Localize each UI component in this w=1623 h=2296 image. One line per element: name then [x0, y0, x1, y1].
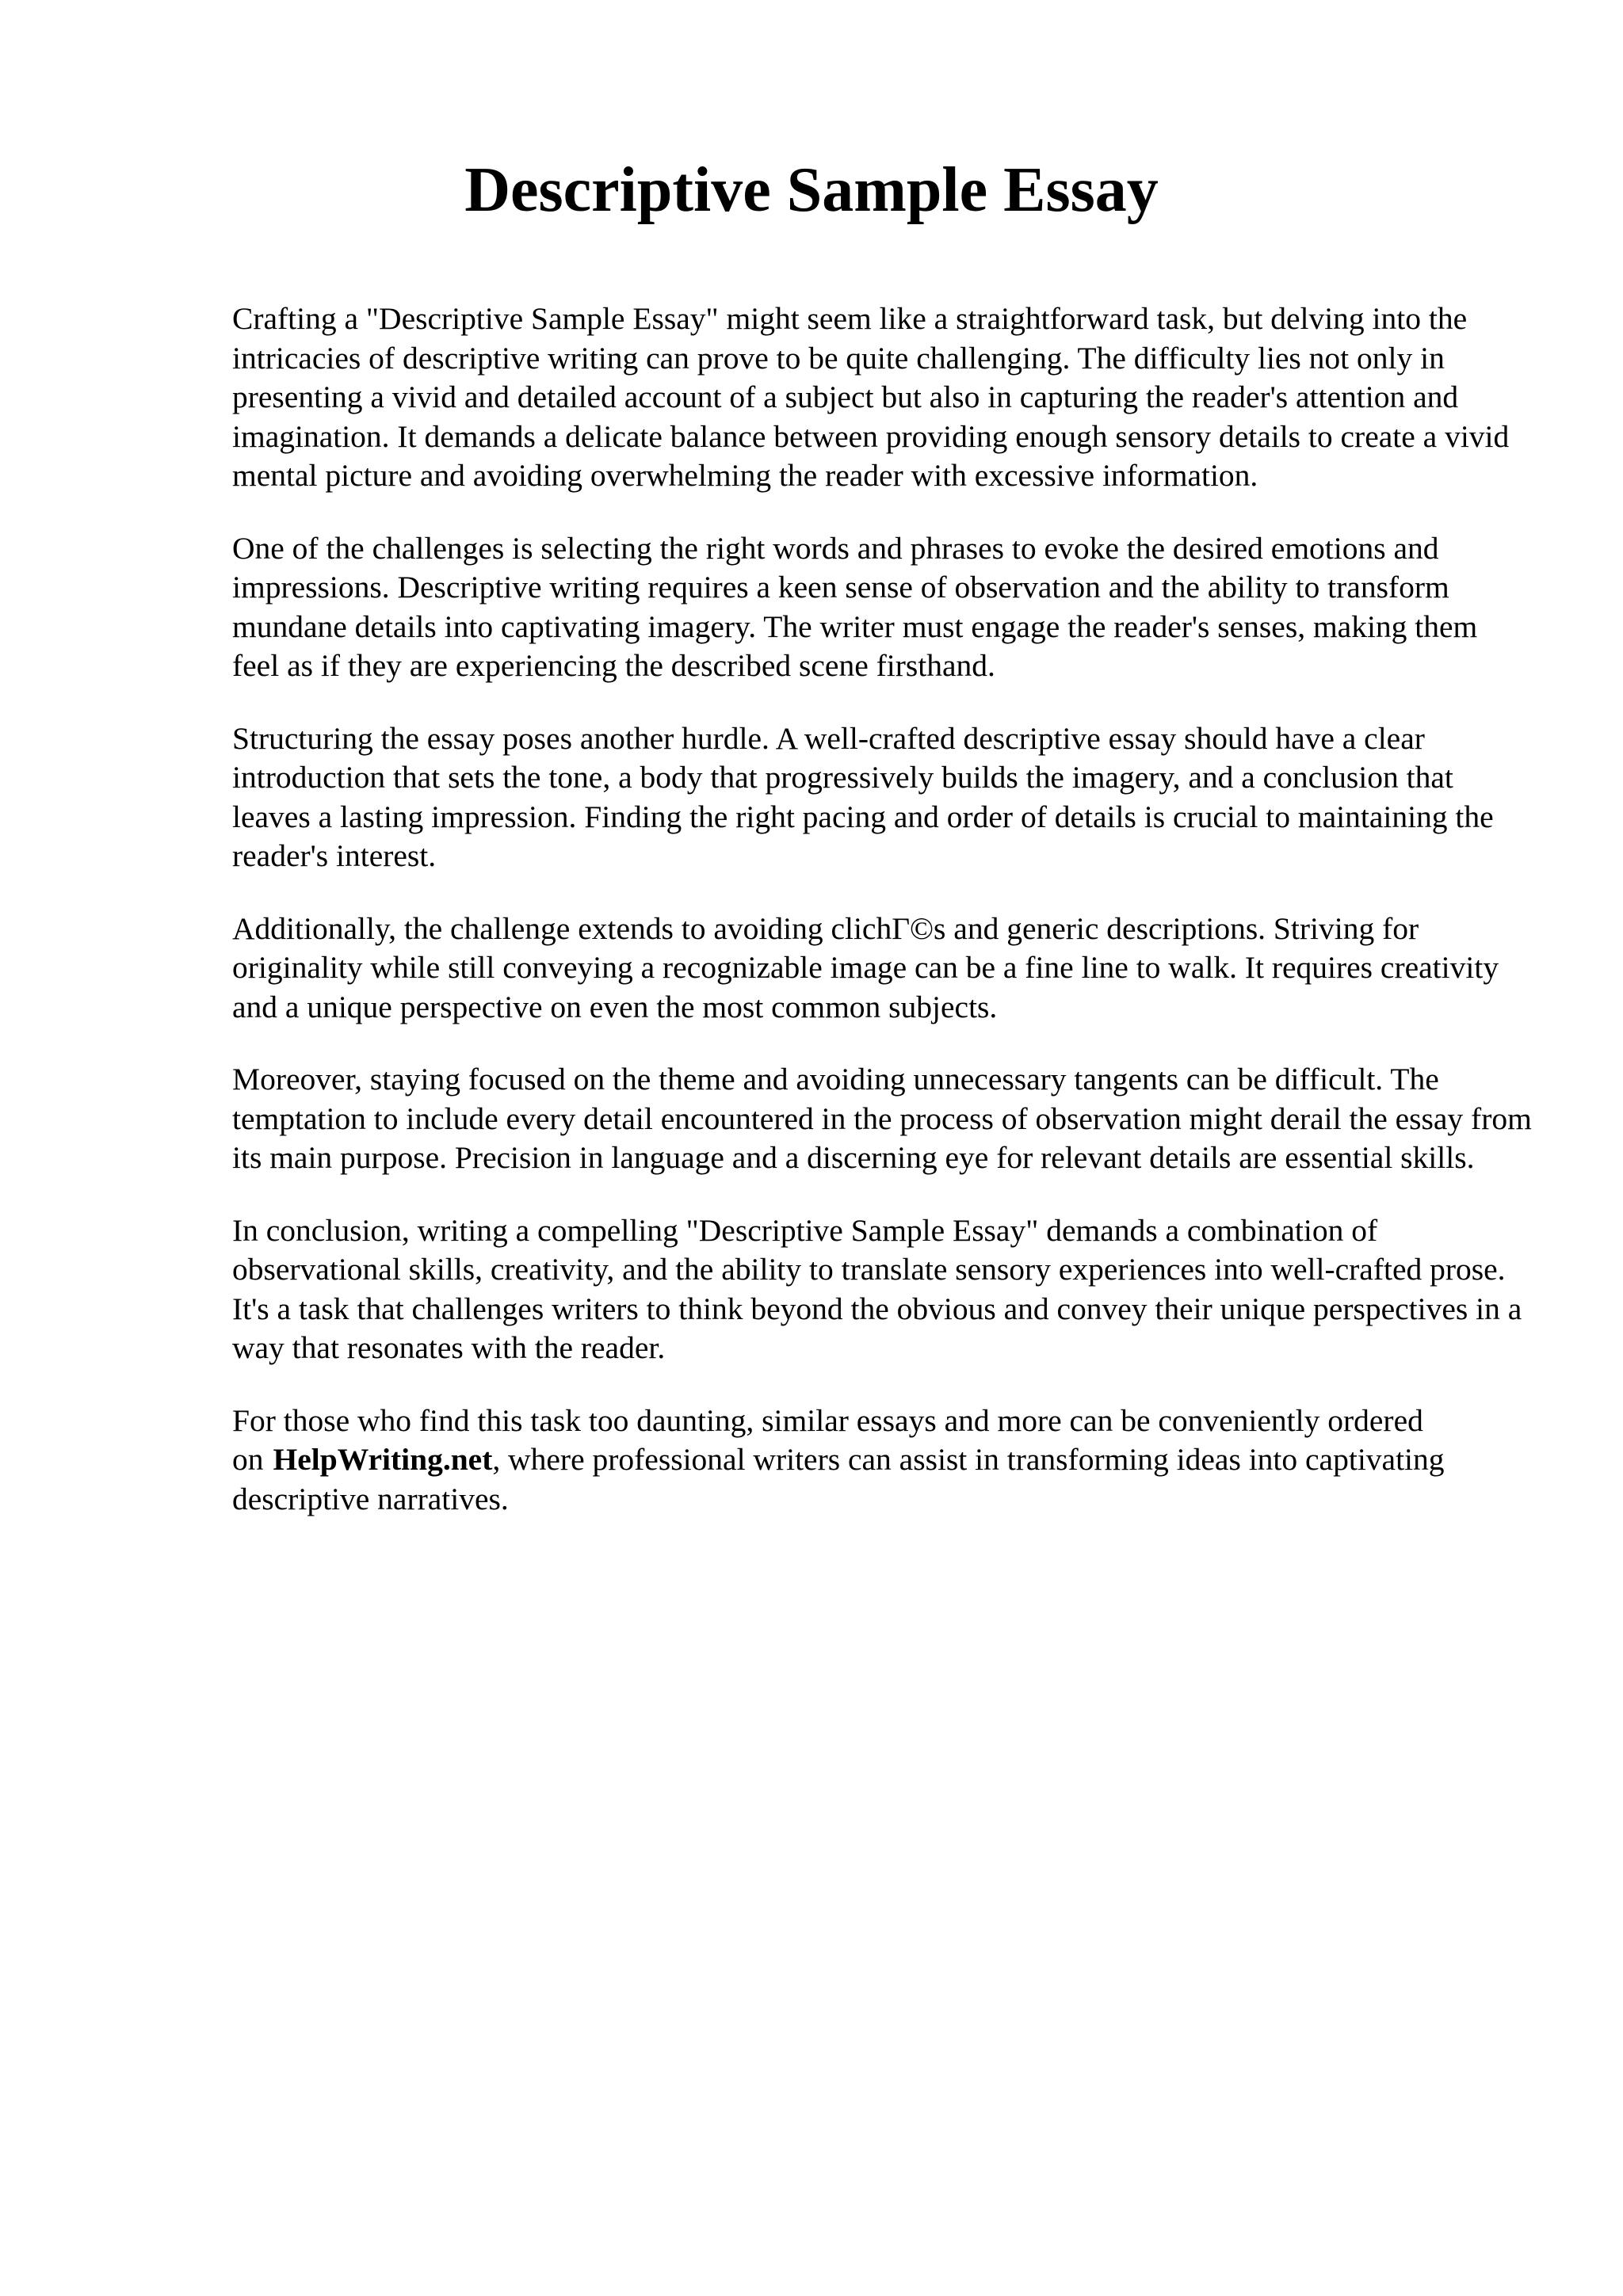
paragraph-3: Structuring the essay poses another hurdle. A well-crafted descriptive essay should have a clear introduction that sets the tone, a body that progressively builds the imagery, and a conclusion that leaves a lasting impression. Finding the right pacing and order of details is crucial to maintaining the reader's interest.: [232, 720, 1494, 873]
paragraph-6: In conclusion, writing a compelling "Descriptive Sample Essay" demands a combination of observational skills, creativity, and the ability to translate sensory experiences into well-crafted prose. It's a task that challenges writers to think beyond the obvious and convey their unique perspectives in a way that resonates with the reader.: [232, 1212, 1522, 1365]
closing-paragraph: [232, 1402, 1532, 1520]
paragraph-2: One of the challenges is selecting the right words and phrases to evoke the desired emotions and impressions. Descriptive writing requires a keen sense of observation and the ability to transform mundane details into captivating imagery. The writer must engage the reader's senses, making them feel as if they are experiencing the described scene firsthand.: [232, 530, 1478, 683]
closing-text-after: , where professional writers can assist in transforming ideas into captivating descriptive narratives.: [232, 1442, 1445, 1516]
essay-body: [232, 299, 1532, 1552]
paragraph-1: Crafting a "Descriptive Sample Essay" might seem like a straightforward task, but delving into the intricacies of descriptive writing can prove to be quite challenging. The difficulty lies not only in presenting a vivid and detailed account of a subject but also in capturing the reader's attention and imagination. It demands a delicate balance between providing enough sensory details to create a vivid mental picture and avoiding overwhelming the reader with excessive information.: [232, 301, 1510, 493]
paragraph-4: Additionally, the challenge extends to avoiding clichГ©s and generic descriptions. Striving for originality while still conveying a recognizable image can be a fine line to walk. It requires creativity and a unique perspective on even the most common subjects.: [232, 910, 1499, 1024]
closing-text-before: For those who find this task too daunting, similar essays and more can be conveniently ordered on: [232, 1402, 1423, 1477]
helpwriting-link[interactable]: HelpWriting.net: [273, 1442, 493, 1477]
page-title: Descriptive Sample Essay: [464, 155, 1159, 225]
paragraph-5: Moreover, staying focused on the theme and avoiding unnecessary tangents can be difficult. The temptation to include every detail encountered in the process of observation might derail the essay from its main purpose. Precision in language and a discerning eye for relevant details are essential skills.: [232, 1062, 1532, 1175]
